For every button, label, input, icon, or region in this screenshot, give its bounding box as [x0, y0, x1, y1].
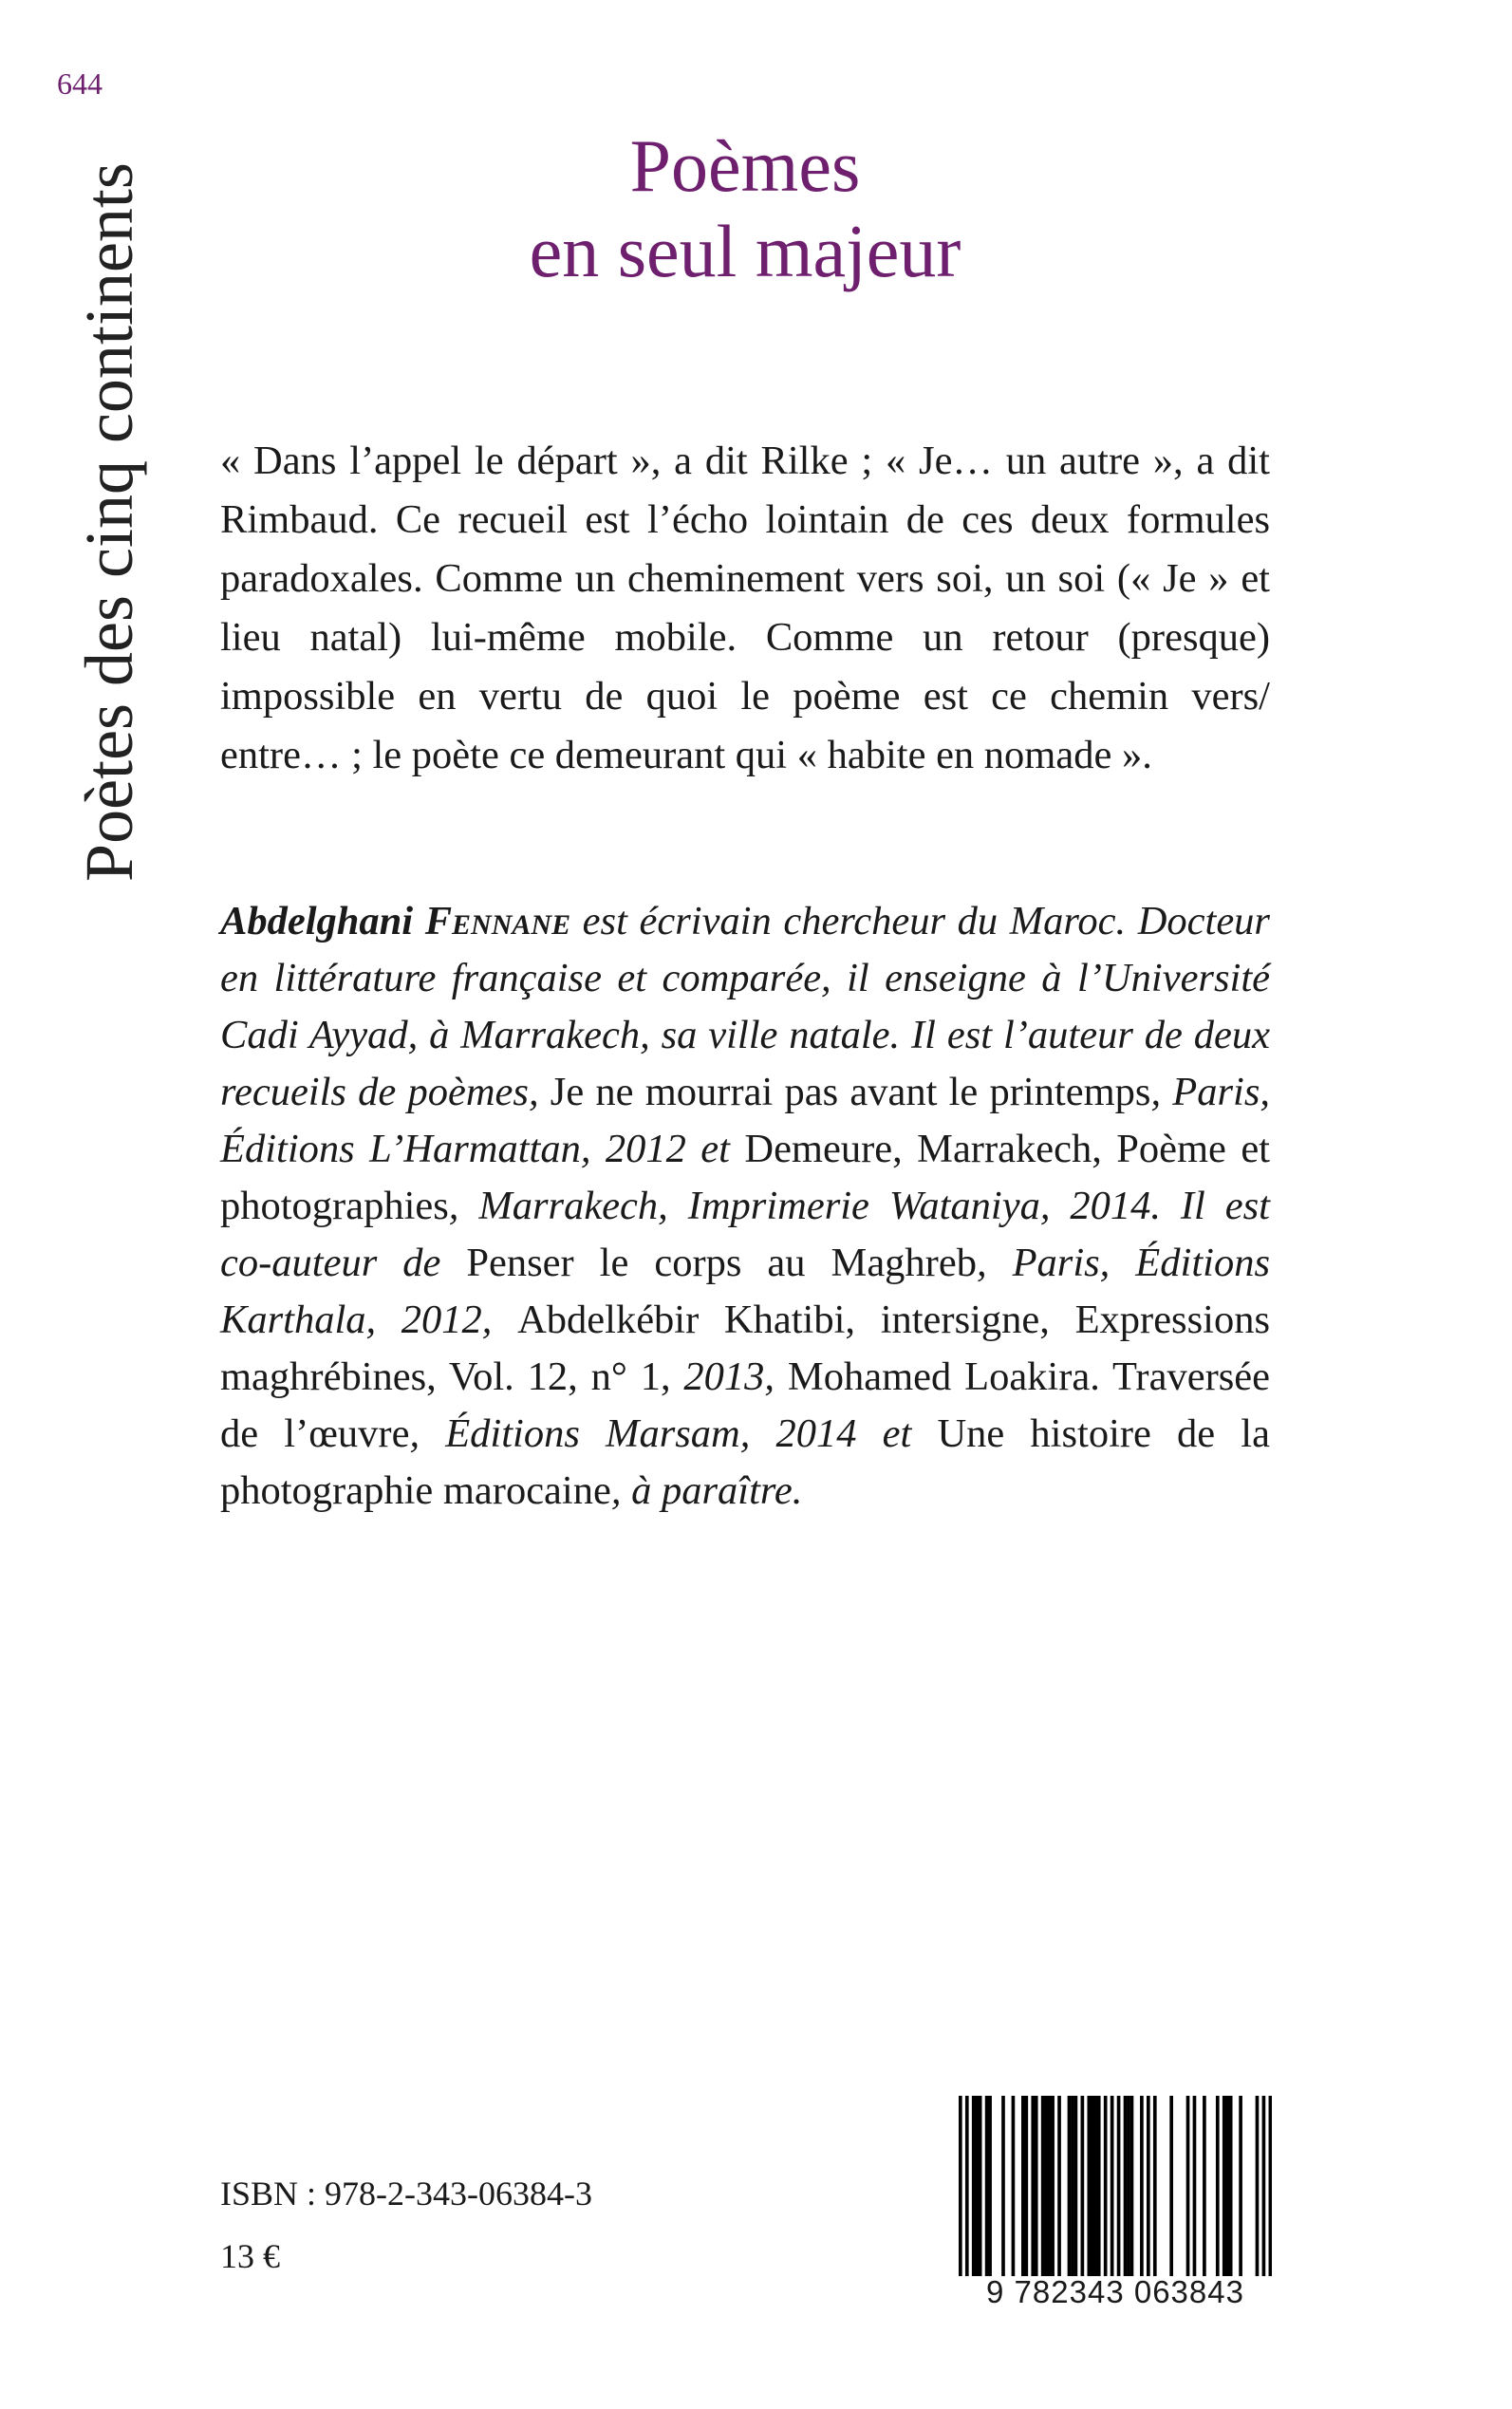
barcode-bar	[1223, 2096, 1226, 2276]
book-title-line-2: en seul majeur	[529, 210, 961, 292]
bio-text-3: , Marrakech, Imprimerie Wataniya, 2014. Il est co-auteur de	[220, 1183, 1270, 1285]
barcode-bar	[1147, 2096, 1150, 2276]
bio-work-3: Penser le corps au Maghreb	[466, 1240, 977, 1285]
barcode-bar	[1087, 2096, 1091, 2276]
barcode-icon	[959, 2096, 1272, 2276]
book-title	[218, 123, 1272, 294]
barcode-digits: 9 782343 063843	[986, 2274, 1244, 2309]
barcode-bar	[1239, 2096, 1242, 2276]
bio-work-6: Une histoire de la photographie marocaine	[220, 1410, 1270, 1513]
bio-text-6: , Éditions Marsam, 2014 et	[409, 1410, 938, 1456]
barcode-bar	[965, 2096, 969, 2276]
barcode-bar	[1262, 2096, 1266, 2276]
barcode-bar	[1193, 2096, 1197, 2276]
author-first-name: Abdelghani	[220, 898, 425, 943]
barcode-bar	[1127, 2096, 1130, 2276]
barcode-bar	[985, 2096, 989, 2276]
barcode-bar	[1024, 2096, 1028, 2276]
barcode-bar	[1203, 2096, 1206, 2276]
bio-work-2: Demeure, Marrakech, Poème et photographies	[220, 1126, 1270, 1228]
barcode-bar	[1140, 2096, 1144, 2276]
author-last-name: Fennane	[424, 898, 571, 943]
barcode-bar	[1186, 2096, 1190, 2276]
barcode-bar	[1012, 2096, 1016, 2276]
barcode-bar	[1071, 2096, 1074, 2276]
barcode-bar	[1031, 2096, 1035, 2276]
barcode-bar	[1229, 2096, 1233, 2276]
barcode-bar	[1269, 2096, 1272, 2276]
barcode-bar	[1091, 2096, 1094, 2276]
blurb-paragraph: « Dans l’appel le départ », a dit Rilke ; « Je… un autre », a dit Rimbaud. Ce recueil est l’écho lointain de ces deux formules paradoxales. Comme un cheminement vers soi, un soi (« Je » et lieu natal) lui-même mobile. Comme un retour (presque) impossible en vertu de quoi le poème est ce chemin vers/ entre… ; le poète ce demeurant qui « habite en nomade ».	[220, 438, 1270, 777]
barcode-bar	[1130, 2096, 1134, 2276]
barcode-bar	[1153, 2096, 1157, 2276]
barcode-bar	[1225, 2096, 1229, 2276]
barcode-bar	[1216, 2096, 1220, 2276]
bio-text-1: est écrivain chercheur du Maroc. Docteur en littérature française et comparée, il enseigne à l’Université Cadi Ayyad, à Marrakech, sa ville natale. Il est l’auteur de deux recueils de poèmes,	[220, 898, 1270, 1114]
barcode-bar	[1169, 2096, 1173, 2276]
isbn: ISBN : 978-2-343-06384-3	[220, 2175, 592, 2213]
barcode-bar	[1068, 2096, 1072, 2276]
barcode-bar	[1057, 2096, 1061, 2276]
barcode-bar	[979, 2096, 982, 2276]
series-title: Poètes des cinq continents	[71, 162, 147, 882]
barcode-bar	[988, 2096, 992, 2276]
barcode-bar	[1093, 2096, 1097, 2276]
barcode-bar	[972, 2096, 976, 2276]
bio-text-2: , Paris, Éditions L’Harmattan, 2012 et	[220, 1069, 1271, 1171]
barcode-bar	[1074, 2096, 1078, 2276]
author-bio	[220, 893, 1270, 1520]
barcode-bar	[1124, 2096, 1128, 2276]
barcode-bar	[1081, 2096, 1085, 2276]
bio-text-4: , Paris, Éditions Karthala, 2012,	[220, 1240, 1270, 1342]
book-title-line-1: Poèmes	[629, 124, 861, 207]
author-name	[220, 899, 570, 943]
bio-text-7: , à paraître.	[610, 1467, 803, 1513]
barcode-bar	[1256, 2096, 1260, 2276]
barcode-bar	[1048, 2096, 1052, 2276]
bio-work-1: Je ne mourrai pas avant le printemps	[550, 1069, 1151, 1114]
barcode-bar	[1044, 2096, 1048, 2276]
barcode-bar	[1051, 2096, 1055, 2276]
price: 13 €	[220, 2237, 280, 2275]
barcode-bar	[975, 2096, 979, 2276]
bio-text-5: 2013,	[670, 1354, 788, 1399]
barcode-bar	[1097, 2096, 1101, 2276]
bio-work-5: Mohamed Loakira. Traversée de l’œuvre	[220, 1354, 1270, 1456]
bio-work-4: Abdelkébir Khatibi, intersigne, Expressions maghrébines, Vol. 12, n° 1,	[220, 1297, 1270, 1399]
barcode-bar	[1001, 2096, 1005, 2276]
barcode-bar	[1041, 2096, 1045, 2276]
barcode-bar	[1035, 2096, 1038, 2276]
barcode-bar	[1021, 2096, 1025, 2276]
series-number: 644	[57, 66, 103, 101]
barcode-bar	[1111, 2096, 1114, 2276]
barcode-bar	[1117, 2096, 1121, 2276]
barcode-bar	[1104, 2096, 1108, 2276]
barcode-bar	[959, 2096, 962, 2276]
